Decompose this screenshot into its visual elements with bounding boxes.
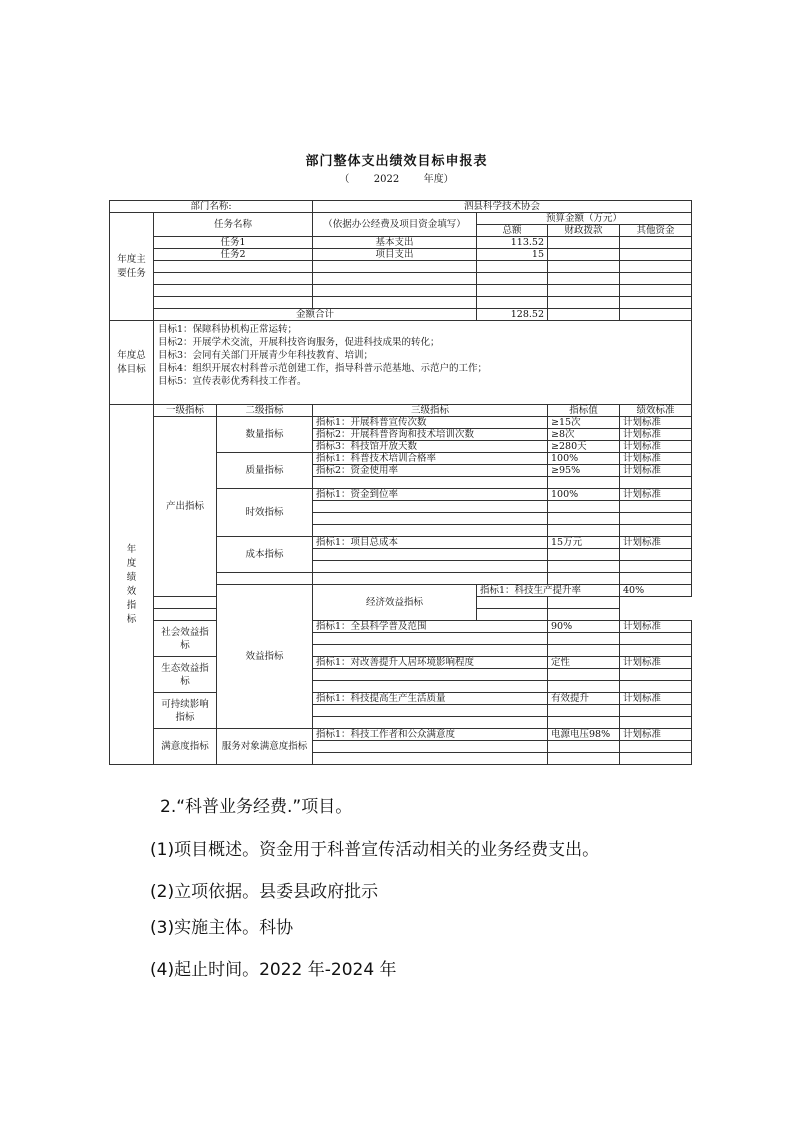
task-name: 任务1 xyxy=(154,237,313,249)
tasks-sum-row xyxy=(110,309,692,321)
form-title: 部门整体支出绩效目标申报表 xyxy=(305,154,488,169)
indicator-value: 100% xyxy=(548,489,620,501)
dept-row xyxy=(110,201,692,213)
indicator-name: 指标1：全县科学普及范围 xyxy=(313,621,548,633)
col-standard: 绩效标准 xyxy=(620,405,692,417)
ecological-label: 生态效益指标 xyxy=(154,657,217,693)
satisfaction-label: 满意度指标 xyxy=(154,729,217,765)
task-total: 15 xyxy=(477,249,548,261)
dept-value: 泗县科学技术协会 xyxy=(313,201,692,213)
paragraph-subject: (3)实施主体。科协 xyxy=(150,918,294,938)
col-l1: 一级指标 xyxy=(154,405,217,417)
paragraph-period: (4)起止时间。2022 年-2024 年 xyxy=(150,960,397,980)
perf-row xyxy=(110,417,692,429)
social-label: 社会效益指标 xyxy=(154,621,217,657)
indicator-name: 指标1：资金到位率 xyxy=(313,489,548,501)
sustainable-label: 可持续影响指标 xyxy=(154,693,217,729)
indicator-value: 40% xyxy=(620,585,692,597)
perf-row xyxy=(110,729,692,741)
benefit-label: 效益指标 xyxy=(217,585,313,729)
col-budget: 预算金额（万元） xyxy=(477,213,692,225)
indicator-value: ≥280天 xyxy=(548,441,620,453)
indicator-name: 指标2：开展科普咨询和技术培训次数 xyxy=(313,429,548,441)
task-row xyxy=(110,249,692,261)
indicator-name: 指标1：科技生产提升率 xyxy=(477,585,620,597)
indicator-value: 15万元 xyxy=(548,537,620,549)
paragraph-overview: (1)项目概述。资金用于科普宣传活动相关的业务经费支出。 xyxy=(150,840,600,860)
task-row-empty xyxy=(110,261,692,273)
item-title: 2.“科普业务经费.”项目。 xyxy=(160,797,353,817)
task-row-empty xyxy=(110,273,692,285)
col-fiscal: 财政拨款 xyxy=(548,225,620,237)
indicator-name: 指标3：科技馆开放天数 xyxy=(313,441,548,453)
task-name: 任务2 xyxy=(154,249,313,261)
sum-total: 128.52 xyxy=(477,309,548,321)
output-label: 产出指标 xyxy=(154,417,217,597)
indicator-standard: 计划标准 xyxy=(620,621,692,633)
task-row-empty xyxy=(110,285,692,297)
economic-label: 经济效益指标 xyxy=(313,585,477,621)
indicator-name: 指标1：对改善提升人居环境影响程度 xyxy=(313,657,548,669)
service-label: 服务对象满意度指标 xyxy=(217,729,313,765)
indicator-name: 指标1：科技工作者和公众满意度 xyxy=(313,729,548,741)
col-value: 指标值 xyxy=(548,405,620,417)
goal-line: 目标5：宣传表彰优秀科技工作者。 xyxy=(158,376,307,387)
col-l2: 二级指标 xyxy=(217,405,313,417)
year-close: 年度） xyxy=(423,174,454,185)
indicator-standard: 计划标准 xyxy=(620,693,692,705)
indicator-name: 指标1：项目总成本 xyxy=(313,537,548,549)
perf-row xyxy=(110,621,692,633)
task-row-empty xyxy=(110,297,692,309)
dept-label: 部门名称: xyxy=(110,201,313,213)
task-fiscal xyxy=(548,237,620,249)
col-total: 总额 xyxy=(477,225,548,237)
task-other xyxy=(620,237,692,249)
task-fiscal xyxy=(548,249,620,261)
indicator-standard: 计划标准 xyxy=(620,729,692,741)
perf-section-label: 年度绩效指标 xyxy=(110,405,154,765)
indicator-standard: 计划标准 xyxy=(620,657,692,669)
sum-label: 金额合计 xyxy=(154,309,477,321)
indicator-standard: 计划标准 xyxy=(620,453,692,465)
paragraph-basis: (2)立项依据。县委县政府批示 xyxy=(150,882,379,902)
col-task-name: 任务名称 xyxy=(154,213,313,237)
indicator-standard: 计划标准 xyxy=(620,441,692,453)
indicator-name: 指标2：资金使用率 xyxy=(313,465,548,477)
goal-line: 目标2：开展学术交流，开展科技咨询服务，促进科技成果的转化； xyxy=(158,337,440,348)
year-value: 2022 xyxy=(373,174,400,185)
perf-header-row xyxy=(110,405,692,417)
goals-row xyxy=(110,321,692,405)
task-total: 113.52 xyxy=(477,237,548,249)
goals-text xyxy=(154,321,692,405)
goals-section-label: 年度总体目标 xyxy=(110,321,154,405)
tasks-header-row-1 xyxy=(110,213,692,225)
col-task-note: （依据办公经费及项目资金填写） xyxy=(313,213,477,237)
indicator-name: 指标1：开展科普宣传次数 xyxy=(313,417,548,429)
indicator-standard: 计划标准 xyxy=(620,429,692,441)
task-desc: 项目支出 xyxy=(313,249,477,261)
indicator-value: 定性 xyxy=(548,657,620,669)
indicator-standard: 计划标准 xyxy=(620,417,692,429)
task-row xyxy=(110,237,692,249)
timeliness-label: 时效指标 xyxy=(217,489,313,537)
col-other: 其他资金 xyxy=(620,225,692,237)
indicator-value: ≥8次 xyxy=(548,429,620,441)
task-desc: 基本支出 xyxy=(313,237,477,249)
quality-label: 质量指标 xyxy=(217,453,313,489)
indicator-value: 有效提升 xyxy=(548,693,620,705)
indicator-standard: 计划标准 xyxy=(620,537,692,549)
year-open: （ xyxy=(339,174,350,185)
goal-line: 目标1：保障科协机构正常运转； xyxy=(158,324,298,335)
indicator-name: 指标1：科普技术培训合格率 xyxy=(313,453,548,465)
col-l3: 三级指标 xyxy=(313,405,548,417)
indicator-name: 指标1：科技提高生产生活质量 xyxy=(313,693,548,705)
perf-row xyxy=(110,693,692,705)
goal-line: 目标3：会同有关部门开展青少年科技教育、培训； xyxy=(158,350,374,361)
quantity-label: 数量指标 xyxy=(217,417,313,453)
form-year xyxy=(0,170,793,185)
indicator-value: 90% xyxy=(548,621,620,633)
indicator-value: 电源电压98% xyxy=(548,729,620,741)
indicator-value: ≥95% xyxy=(548,465,620,477)
indicator-standard: 计划标准 xyxy=(620,465,692,477)
task-other xyxy=(620,249,692,261)
cost-label: 成本指标 xyxy=(217,537,313,573)
performance-target-table xyxy=(109,200,692,765)
indicator-standard: 计划标准 xyxy=(620,489,692,501)
perf-row xyxy=(110,657,692,669)
goal-line: 目标4：组织开展农村科普示范创建工作，指导科普示范基地、示范户的工作； xyxy=(158,363,488,374)
indicator-value: 100% xyxy=(548,453,620,465)
indicator-value: ≥15次 xyxy=(548,417,620,429)
tasks-section-label: 年度主要任务 xyxy=(110,213,154,321)
